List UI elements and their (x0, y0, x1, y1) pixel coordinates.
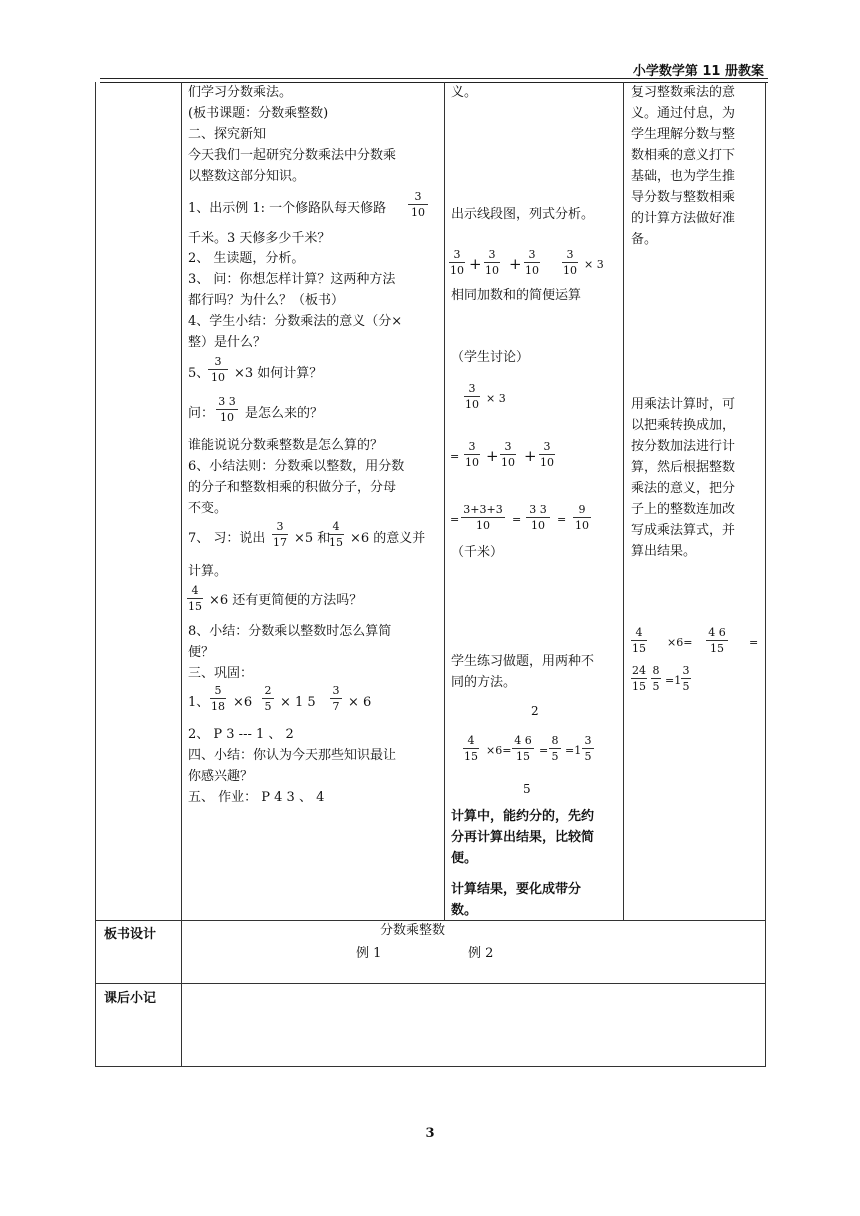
section-heading: 三、巩固： (188, 666, 254, 681)
text-line: 5、 (188, 366, 210, 381)
text-line: 以整数这部分知识。 (188, 169, 306, 184)
fraction: 4 6 15 (706, 626, 728, 655)
text-line: （学生讨论） (451, 350, 530, 365)
text-line: 便。 (451, 851, 478, 866)
fraction: 9 10 (575, 503, 589, 532)
page-header: 小学数学第 11 册教案 (632, 64, 764, 79)
fraction: 4 15 (464, 734, 478, 763)
text-line: 分再计算出结果，比较简 (451, 830, 595, 845)
fraction: 3 10 (540, 440, 554, 469)
text-line: 便？ (188, 645, 215, 660)
fraction: 3 10 (501, 440, 515, 469)
text-line: 们学习分数乘法。 (188, 85, 293, 100)
text-line: ×6 还有更简便的方法吗？ (209, 593, 363, 608)
fraction: 4 15 (632, 626, 646, 655)
fraction: 5 18 (211, 684, 225, 713)
board-example-2: 例 2 (468, 946, 494, 961)
text-line: ×5 和 (294, 531, 331, 546)
fraction: 3 7 (330, 684, 342, 713)
example-1-text: 1、出示例 1: 一个修路队每天修路 (188, 201, 387, 216)
text-line: (板书课题：分数乘整数) (188, 106, 329, 121)
fraction: 8 5 (549, 734, 561, 763)
after-class-notes-label: 课后小记 (104, 991, 157, 1006)
text-line: 2、 P 3 --- 1 、 2 (188, 727, 294, 742)
text-line: 计算。 (188, 564, 228, 579)
text-line: 都行吗？为什么？（板书） (188, 293, 345, 308)
fraction: 3 3 10 (216, 395, 238, 424)
fraction: 3 10 (485, 248, 499, 277)
text-line: 同的方法。 (451, 675, 517, 690)
fraction: 3+3+3 10 (461, 503, 505, 532)
fraction: 3 10 (465, 440, 479, 469)
board-title: 分数乘整数 (380, 923, 446, 938)
text-line: 6、小结法则：分数乘以整数，用分数 (188, 459, 405, 474)
text-line: 出示线段图，列式分析。 (451, 207, 595, 222)
text-line: 1、 (188, 695, 210, 710)
fraction: 3 10 (525, 248, 539, 277)
text-line: 义。 (451, 85, 478, 100)
fraction: 3 10 (408, 190, 428, 219)
text-line: 计算中，能约分的，先约 (451, 809, 595, 824)
text-line: 3、 问：你想怎样计算？这两种方法 (188, 272, 396, 287)
text-line: × 6 (348, 695, 372, 710)
page-number: 3 (425, 1126, 435, 1141)
fraction: 3 5 (682, 664, 690, 693)
fraction: 8 5 (652, 664, 660, 693)
text-line: 不变。 (188, 501, 228, 516)
fraction: 3 10 (465, 382, 479, 411)
text-line: 是怎么来的？ (245, 406, 324, 421)
section-heading: 五、 作业： P 4 3 、 4 (188, 790, 325, 805)
fraction: 4 6 15 (512, 734, 534, 763)
fraction: 3 10 (563, 248, 577, 277)
header-rule-thick (100, 78, 768, 79)
text-line: 计算结果，要化成带分 (451, 882, 582, 897)
fraction: 3 10 (450, 248, 464, 277)
text-line: 8、小结：分数乘以整数时怎么算简 (188, 624, 392, 639)
text-line: 问： (188, 406, 215, 421)
text-line: 7、 习：说出 (188, 531, 266, 546)
text-line: 4、学生小结：分数乘法的意义（分× (188, 314, 403, 329)
fraction: 4 15 (188, 584, 202, 613)
text-line: 千米。3 天修多少千米？ (188, 231, 331, 246)
text-line: 相同加数和的简便运算 (451, 288, 582, 303)
text-line: 2、 生读题，分析。 (188, 251, 305, 266)
fraction: 3 5 (582, 734, 594, 763)
text-line: 学生练习做题，用两种不 (451, 654, 595, 669)
text-line: 你感兴趣？ (188, 769, 254, 784)
text-line: 谁能说说分数乘整数是怎么算的？ (188, 438, 384, 453)
text-line: ×3 如何计算？ (234, 366, 323, 381)
text-line: ×6 的意义并 (350, 531, 426, 546)
fraction: 3 3 10 (526, 503, 550, 532)
section-heading: 二、探究新知 (188, 127, 267, 142)
board-design-label: 板书设计 (104, 927, 157, 942)
text-line: 今天我们一起研究分数乘法中分数乘 (188, 148, 397, 163)
board-example-1: 例 1 (356, 946, 382, 961)
text-line: 四、小结：你认为今天那些知识最让 (188, 748, 397, 763)
text-line: 数。 (451, 903, 478, 918)
fraction: 4 15 (329, 520, 343, 549)
fraction: 24 15 (632, 664, 646, 693)
fraction: 2 5 (262, 684, 274, 713)
text-line: （千米） (451, 545, 504, 560)
fraction: 3 17 (273, 520, 287, 549)
text-line: × 1 5 (280, 695, 316, 710)
fraction: 3 10 (208, 355, 228, 384)
text-line: ×6 (233, 695, 253, 710)
text-line: 的分子和整数相乘的积做分子，分母 (188, 480, 397, 495)
text-line: 整）是什么？ (188, 335, 267, 350)
